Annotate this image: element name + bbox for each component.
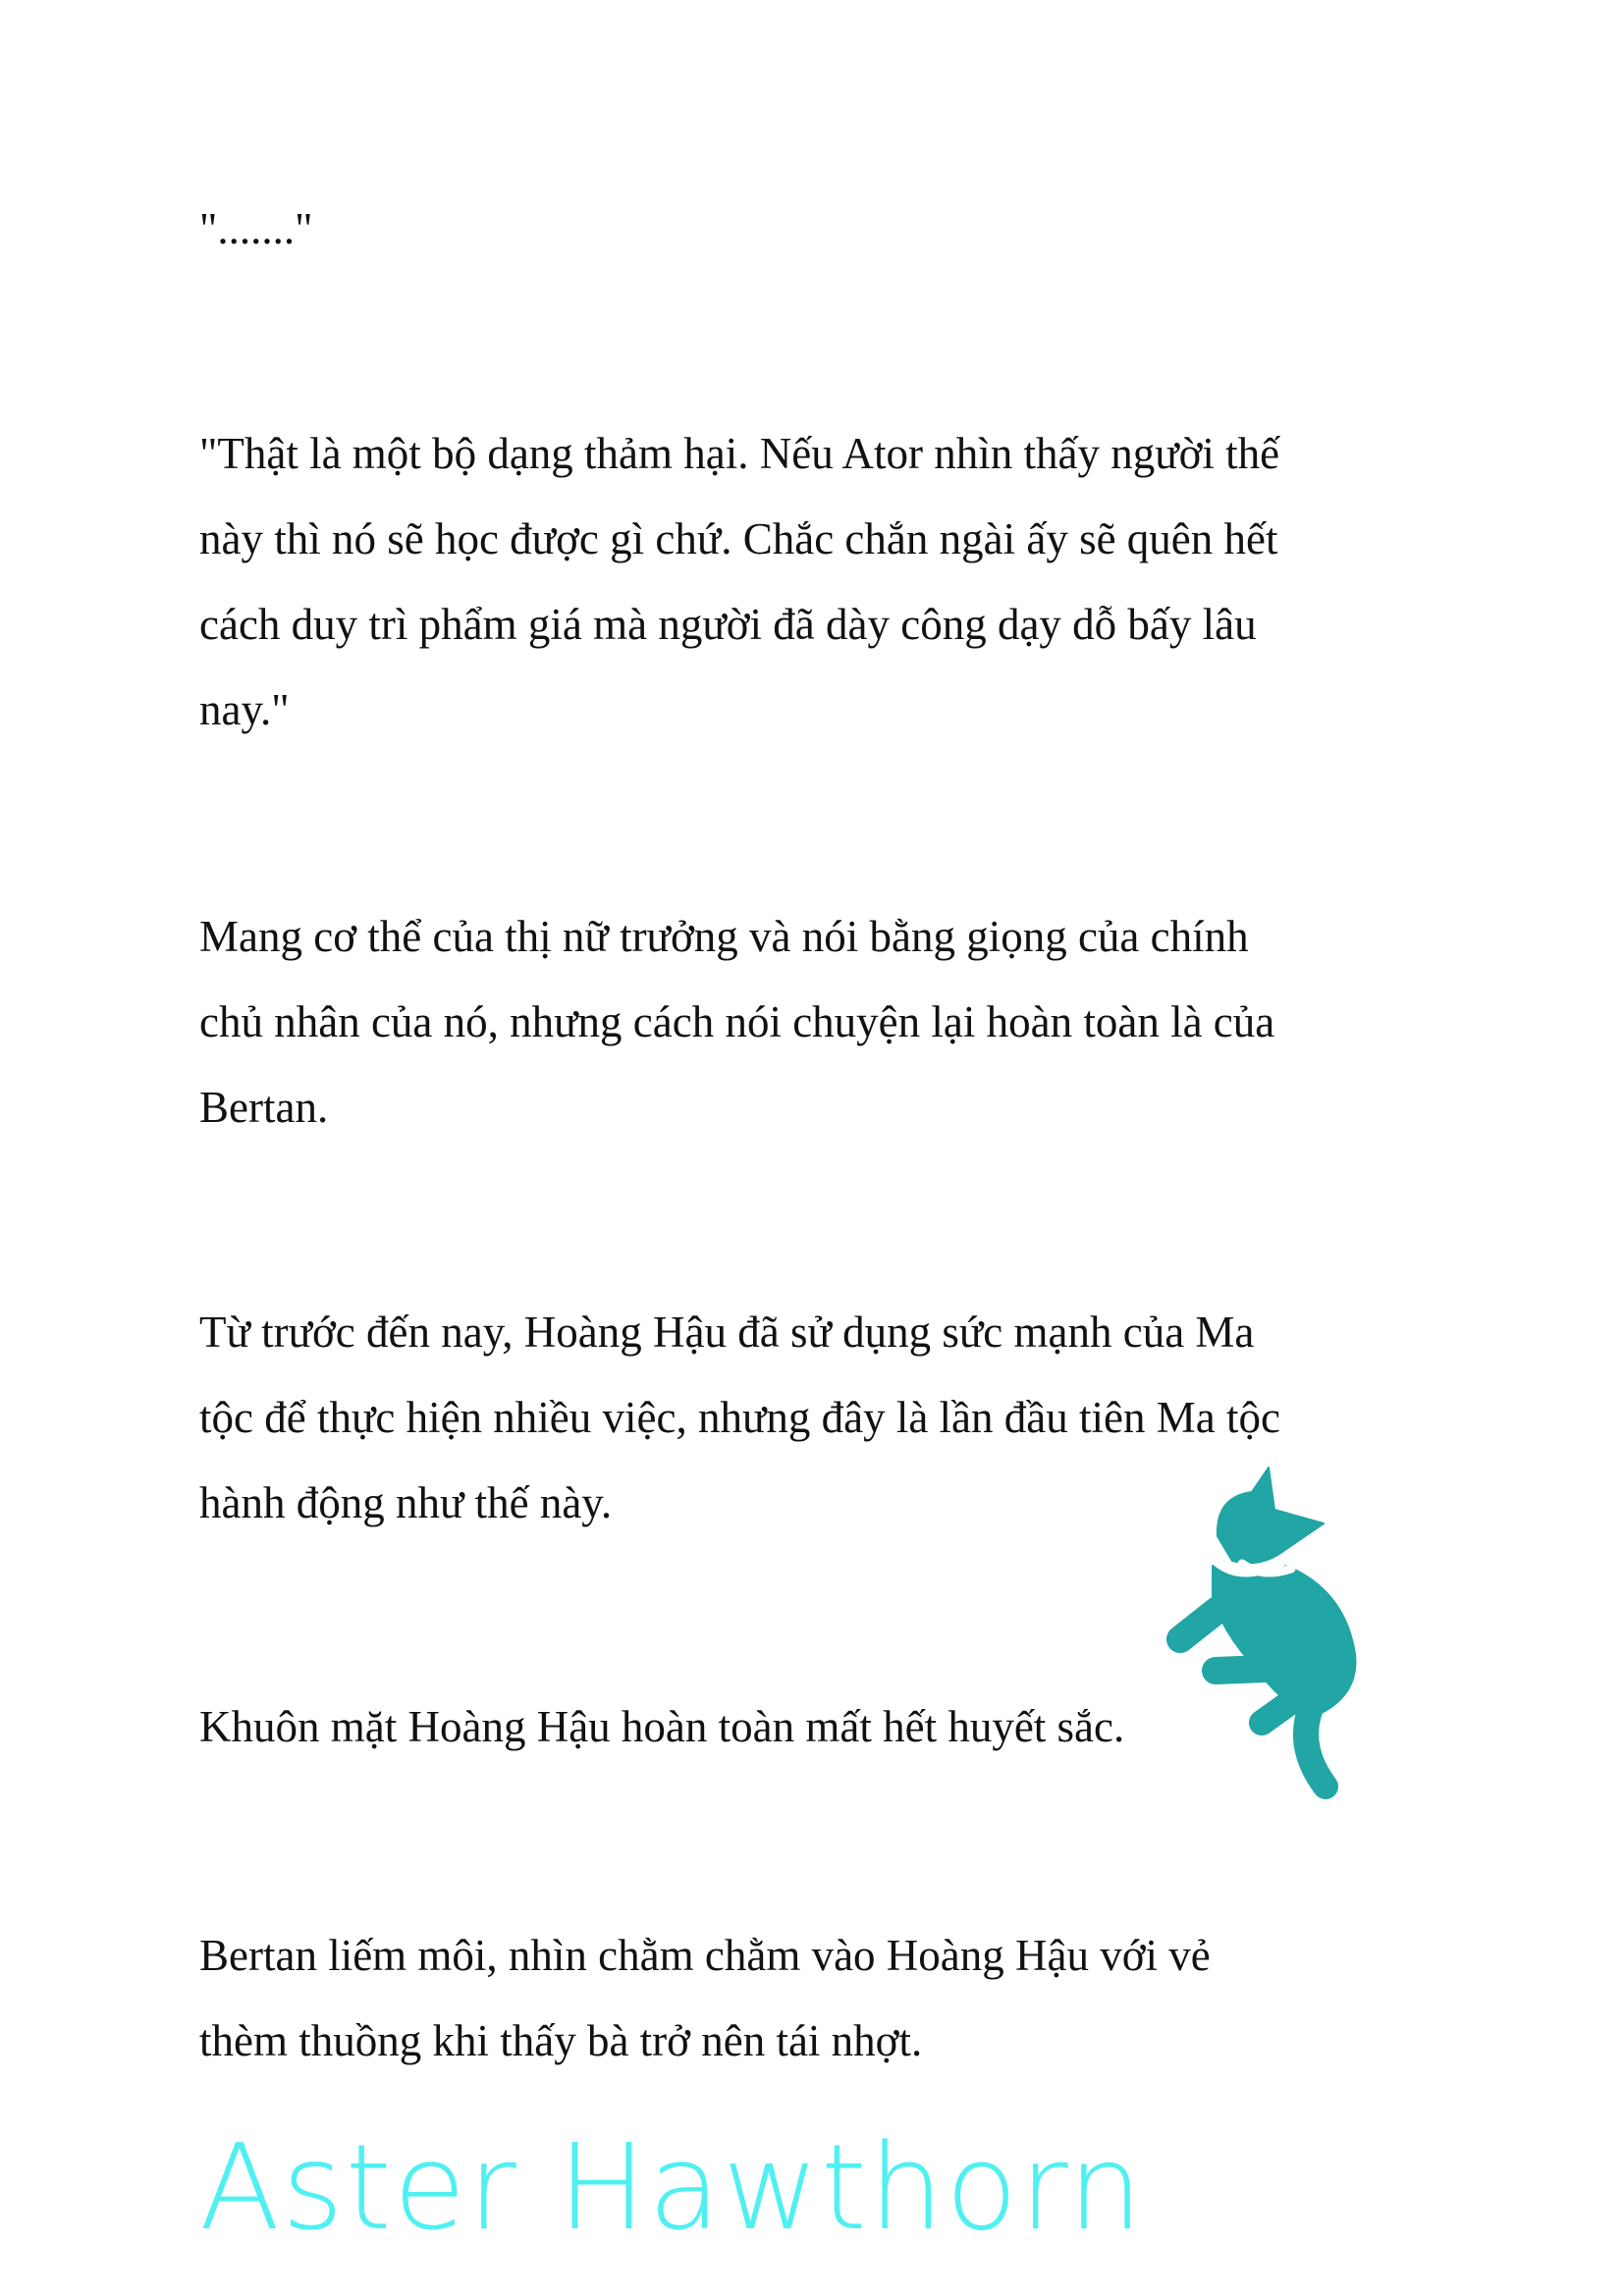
text-line: hành động như thế này. xyxy=(199,1478,613,1527)
text-line: "Thật là một bộ dạng thảm hại. Nếu Ator nhìn thấy người thế xyxy=(199,429,1280,478)
text-line: này thì nó sẽ học được gì chứ. Chắc chắn ngài ấy sẽ quên hết xyxy=(199,514,1278,563)
text-line: "......." xyxy=(199,204,313,253)
text-line: chủ nhân của nó, nhưng cách nói chuyện lại hoàn toàn là của xyxy=(199,997,1275,1046)
paragraph-2 xyxy=(199,894,1274,1150)
text-line: cách duy trì phẩm giá mà người đã dày công dạy dỗ bấy lâu xyxy=(199,600,1257,649)
paragraph-1 xyxy=(199,411,1279,753)
paragraph-5 xyxy=(199,1913,1211,2084)
text-line: thèm thuồng khi thấy bà trở nên tái nhợt. xyxy=(199,2016,923,2065)
text-line: Khuôn mặt Hoàng Hậu hoàn toàn mất hết huyết sắc. xyxy=(199,1702,1125,1751)
text-line: nay." xyxy=(199,685,290,734)
watermark-text: Aster Hawthorn xyxy=(199,2120,1145,2257)
text-line: Bertan liếm môi, nhìn chằm chằm vào Hoàng Hậu với vẻ xyxy=(199,1931,1211,1980)
cat-icon xyxy=(1149,1443,1384,1806)
paragraph-ellipsis xyxy=(199,187,313,272)
paragraph-3 xyxy=(199,1290,1280,1546)
text-line: Bertan. xyxy=(199,1083,329,1132)
text-line: Mang cơ thể của thị nữ trưởng và nói bằng giọng của chính xyxy=(199,912,1249,961)
text-line: tộc để thực hiện nhiều việc, nhưng đây là lần đầu tiên Ma tộc xyxy=(199,1393,1280,1442)
text-line: Từ trước đến nay, Hoàng Hậu đã sử dụng sức mạnh của Ma xyxy=(199,1308,1255,1357)
paragraph-4 xyxy=(199,1684,1124,1770)
